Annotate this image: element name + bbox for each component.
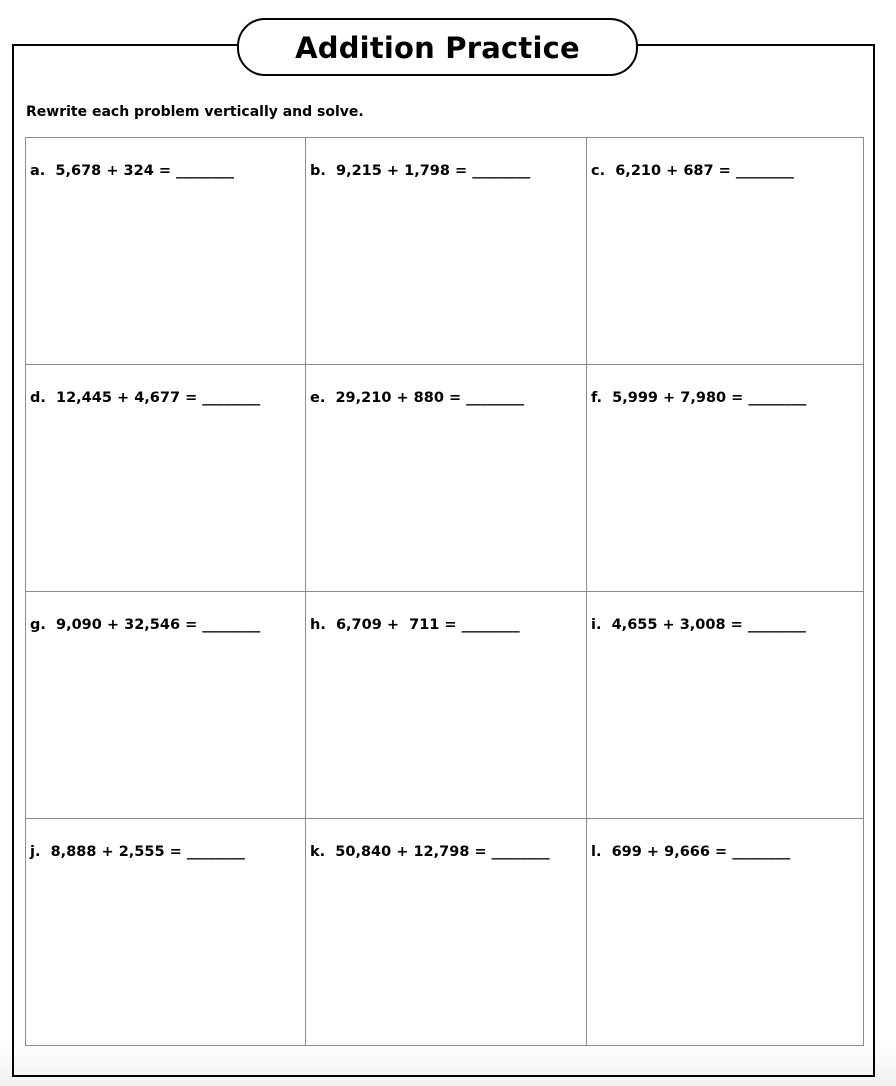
problem-cell-c[interactable] [587, 138, 863, 365]
problem-expression: 699 + 9,666 = ________ [611, 844, 791, 860]
problem-c [591, 162, 794, 180]
problem-b [310, 162, 530, 180]
problem-cell-e[interactable] [306, 365, 587, 592]
problem-letter: d. [30, 390, 46, 406]
problem-j [30, 843, 245, 861]
problem-expression: 6,210 + 687 = ________ [615, 163, 794, 179]
problem-cell-l[interactable] [587, 819, 863, 1045]
title-banner [237, 18, 638, 76]
problem-cell-k[interactable] [306, 819, 587, 1045]
problem-cell-j[interactable] [26, 819, 306, 1045]
instructions-text: Rewrite each problem vertically and solve. [26, 104, 364, 120]
problem-h [310, 616, 520, 634]
problem-cell-b[interactable] [306, 138, 587, 365]
problem-i [591, 616, 806, 634]
problem-cell-h[interactable] [306, 592, 587, 819]
problem-letter: i. [591, 617, 602, 633]
problem-expression: 29,210 + 880 = ________ [335, 390, 525, 406]
problem-k [310, 843, 550, 861]
problem-expression: 4,655 + 3,008 = ________ [611, 617, 806, 633]
problem-f [591, 389, 806, 407]
problem-expression: 6,709 + 711 = ________ [335, 617, 520, 633]
problem-expression: 5,999 + 7,980 = ________ [612, 390, 807, 406]
problem-grid [25, 137, 864, 1046]
problem-letter: b. [310, 163, 326, 179]
problem-cell-a[interactable] [26, 138, 306, 365]
problem-letter: l. [591, 844, 602, 860]
problem-expression: 9,090 + 32,546 = ________ [56, 617, 261, 633]
problem-letter: g. [30, 617, 46, 633]
problem-letter: j. [30, 844, 41, 860]
problem-g [30, 616, 260, 634]
problem-letter: a. [30, 163, 46, 179]
problem-e [310, 389, 524, 407]
problem-d [30, 389, 260, 407]
problem-cell-f[interactable] [587, 365, 863, 592]
problem-expression: 8,888 + 2,555 = ________ [50, 844, 245, 860]
problem-cell-i[interactable] [587, 592, 863, 819]
problem-a [30, 162, 234, 180]
problem-letter: f. [591, 390, 603, 406]
problem-expression: 5,678 + 324 = ________ [55, 163, 235, 179]
problem-letter: c. [591, 163, 606, 179]
problem-letter: k. [310, 844, 326, 860]
problem-letter: e. [310, 390, 326, 406]
problem-cell-g[interactable] [26, 592, 306, 819]
problem-letter: h. [310, 617, 326, 633]
problem-cell-d[interactable] [26, 365, 306, 592]
problem-l [591, 843, 790, 861]
problem-expression: 9,215 + 1,798 = ________ [336, 163, 531, 179]
problem-expression: 12,445 + 4,677 = ________ [56, 390, 261, 406]
worksheet-title: Addition Practice [295, 30, 580, 65]
problem-expression: 50,840 + 12,798 = ________ [335, 844, 550, 860]
